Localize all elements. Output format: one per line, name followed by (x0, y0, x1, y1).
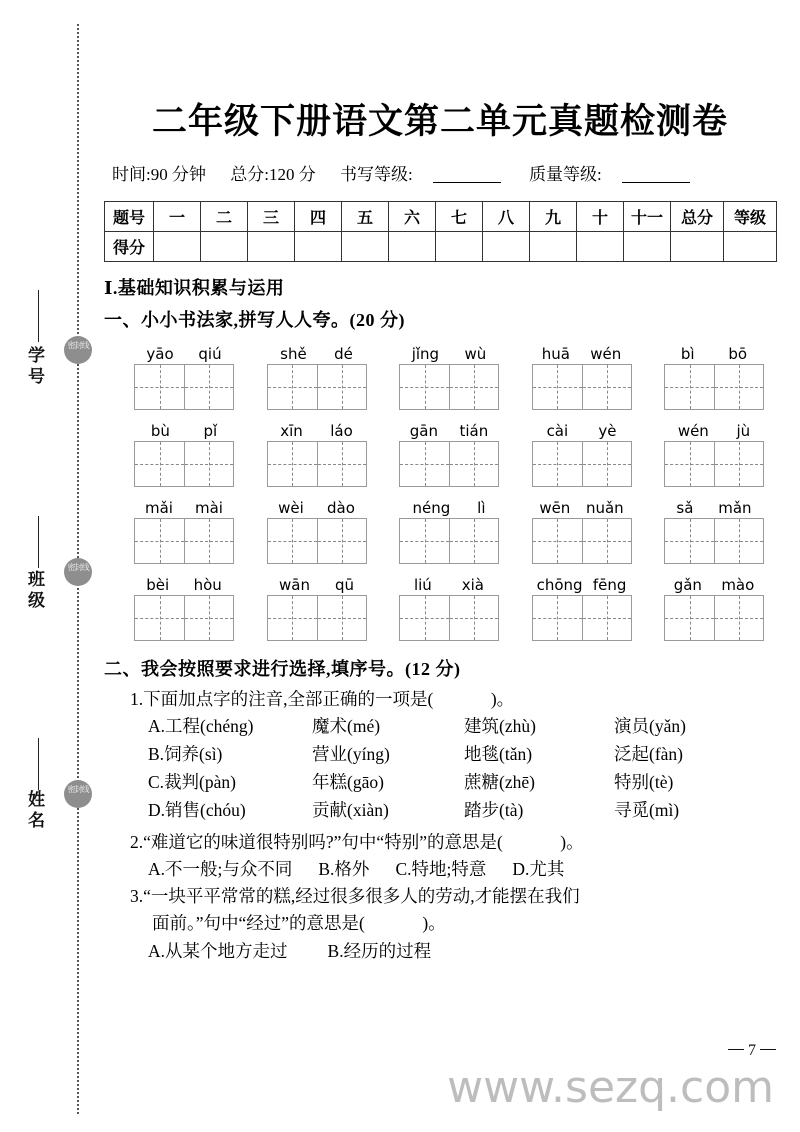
option-a-item-4[interactable]: 演员(yǎn) (614, 716, 686, 736)
pinyin-syllables (664, 498, 764, 518)
pinyin-syllable: bō (728, 345, 748, 363)
pinyin-group (532, 498, 632, 564)
option-letter: C. (148, 772, 165, 792)
pinyin-syllables (664, 344, 764, 364)
option-letter: B. (148, 744, 165, 764)
pinyin-syllables (134, 344, 234, 364)
question-2-2-options (104, 855, 776, 883)
pinyin-syllable: xià (461, 576, 485, 594)
tianzige-box[interactable] (532, 595, 632, 641)
seal-stamp-2: 密封线 (64, 558, 92, 586)
stem-text-end: )。 (422, 913, 446, 933)
tianzige-box[interactable] (267, 595, 367, 641)
pinyin-group (399, 344, 499, 410)
tianzige-cell[interactable] (665, 365, 714, 409)
tianzige-box[interactable] (399, 518, 499, 564)
question-2-3-stem (104, 883, 776, 937)
pinyin-group (399, 575, 499, 641)
col-5: 五 (342, 202, 389, 232)
pinyin-syllables (664, 421, 764, 441)
stem-line-2 (130, 910, 776, 937)
question-2-1-stem (104, 686, 776, 712)
tianzige-cell[interactable] (268, 442, 317, 486)
tianzige-cell[interactable] (400, 519, 449, 563)
pinyin-group (664, 344, 764, 410)
tianzige-cell[interactable] (268, 519, 317, 563)
tianzige-cell[interactable] (665, 442, 714, 486)
class-rule (38, 516, 39, 568)
writing-grade-label: 书写等级: (339, 165, 413, 184)
option-item: 裁判(pàn) (164, 772, 236, 792)
col-2: 二 (201, 202, 248, 232)
pinyin-syllable: cài (546, 422, 569, 440)
pinyin-syllable: dào (327, 499, 355, 517)
col-9: 九 (530, 202, 577, 232)
pinyin-syllables (134, 421, 234, 441)
field-label-class: 班级 (25, 570, 44, 612)
pinyin-syllables (267, 344, 367, 364)
pinyin-group (399, 498, 499, 564)
option-letter: A. (148, 716, 166, 736)
tianzige-cell[interactable] (268, 365, 317, 409)
option-b-item-4[interactable]: 泛起(fàn) (614, 744, 684, 764)
option-c[interactable]: C.特地;特意 (395, 859, 487, 879)
pinyin-syllable: huā (541, 345, 570, 363)
pinyin-syllable: wù (464, 345, 487, 363)
pinyin-group (532, 344, 632, 410)
tianzige-box[interactable] (532, 441, 632, 487)
tianzige-box[interactable] (134, 364, 234, 410)
tianzige-cell[interactable] (449, 519, 498, 563)
pinyin-syllable: dé (334, 345, 353, 363)
score-cell-4[interactable] (295, 232, 342, 262)
tianzige-box[interactable] (664, 595, 764, 641)
tianzige-box[interactable] (134, 441, 234, 487)
tianzige-cell[interactable] (135, 519, 184, 563)
row-header-score: 得分 (105, 232, 154, 262)
tianzige-box[interactable] (267, 441, 367, 487)
answer-blank[interactable] (365, 913, 423, 933)
site-watermark: www.sezq.com (447, 1062, 774, 1113)
pinyin-syllables (267, 421, 367, 441)
tianzige-cell[interactable] (317, 442, 366, 486)
pinyin-syllable: liú (413, 576, 432, 594)
pinyin-syllable: mào (721, 576, 755, 594)
tianzige-cell[interactable] (533, 365, 582, 409)
tianzige-cell[interactable] (400, 596, 449, 640)
pinyin-syllables (532, 344, 632, 364)
col-8: 八 (483, 202, 530, 232)
pinyin-syllables (664, 575, 764, 595)
row-header-question-no: 题号 (105, 202, 154, 232)
tianzige-cell[interactable] (449, 596, 498, 640)
student-id-rule (38, 290, 39, 342)
pinyin-group (399, 421, 499, 487)
col-6: 六 (389, 202, 436, 232)
score-cell-2[interactable] (201, 232, 248, 262)
page-title: 二年级下册语文第二单元真题检测卷 (151, 102, 728, 142)
question-2-heading: 二、我会按照要求进行选择,填序号。(12 分) (104, 659, 461, 679)
quality-grade-blank[interactable] (622, 182, 690, 183)
tianzige-box[interactable] (399, 364, 499, 410)
pinyin-syllable: bèi (146, 576, 170, 594)
option-item: 工程(chéng) (165, 716, 254, 736)
field-label-student-id: 学号 (25, 346, 44, 388)
pinyin-syllables (399, 498, 499, 518)
pinyin-syllables (532, 498, 632, 518)
pinyin-syllables (134, 498, 234, 518)
tianzige-box[interactable] (267, 518, 367, 564)
tianzige-cell[interactable] (665, 519, 714, 563)
page-number-dash-left (728, 1049, 744, 1050)
page-number-value: 7 (748, 1042, 756, 1059)
binding-margin (0, 0, 100, 1132)
pinyin-group (267, 421, 367, 487)
option-item: 销售(chóu) (165, 800, 246, 820)
table-row-scores (105, 232, 777, 262)
option-b-item-2[interactable]: 营业(yíng) (312, 744, 390, 764)
tianzige-cell[interactable] (135, 442, 184, 486)
option-item: 饲养(sì) (164, 744, 223, 764)
tianzige-box[interactable] (399, 441, 499, 487)
pinyin-syllable: chōng (536, 576, 583, 594)
tianzige-cell[interactable] (582, 442, 631, 486)
pinyin-group (134, 344, 234, 410)
quality-grade-label: 质量等级: (528, 165, 602, 184)
pinyin-syllable: bì (680, 345, 695, 363)
col-11: 十一 (624, 202, 671, 232)
option-b[interactable]: B.经历的过程 (327, 941, 432, 961)
pinyin-group (664, 575, 764, 641)
option-a[interactable]: A.从某个地方走过 (148, 941, 288, 961)
option-a-item-2[interactable]: 魔术(mé) (312, 716, 381, 736)
pinyin-syllable: yāo (146, 345, 174, 363)
tianzige-cell[interactable] (714, 519, 763, 563)
exam-content (104, 0, 776, 1132)
pinyin-syllable: néng (412, 499, 451, 517)
score-cell-1[interactable] (154, 232, 201, 262)
pinyin-group (664, 421, 764, 487)
tianzige-cell[interactable] (533, 519, 582, 563)
stem-text-end: )。 (490, 689, 515, 709)
tianzige-box[interactable] (399, 595, 499, 641)
tianzige-cell[interactable] (533, 596, 582, 640)
score-cell-5[interactable] (342, 232, 389, 262)
option-row-b (104, 740, 776, 768)
option-a-item-3[interactable]: 建筑(zhù) (464, 716, 536, 736)
tianzige-cell[interactable] (135, 365, 184, 409)
tianzige-box[interactable] (664, 364, 764, 410)
option-row-a (104, 712, 776, 740)
tianzige-box[interactable] (267, 364, 367, 410)
pinyin-syllable: mài (195, 499, 223, 517)
pinyin-syllables (267, 575, 367, 595)
score-cell-7[interactable] (436, 232, 483, 262)
option-label-b[interactable] (148, 740, 312, 768)
pinyin-group (532, 575, 632, 641)
pinyin-syllable: gān (409, 422, 438, 440)
tianzige-cell[interactable] (533, 442, 582, 486)
answer-blank[interactable] (503, 832, 561, 852)
pinyin-group (134, 575, 234, 641)
score-cell-8[interactable] (483, 232, 530, 262)
pinyin-syllable: yè (598, 422, 617, 440)
pinyin-syllable: wān (279, 576, 310, 594)
tianzige-cell[interactable] (135, 596, 184, 640)
option-a[interactable]: A.不一般;与众不同 (148, 859, 293, 879)
pinyin-syllable: jù (736, 422, 751, 440)
time-label: 时间:90 分钟 (112, 165, 206, 184)
option-row-d (104, 796, 776, 824)
pinyin-syllable: pǐ (203, 422, 218, 440)
option-label-a[interactable] (148, 712, 312, 740)
score-cell-3[interactable] (248, 232, 295, 262)
pinyin-syllable: sǎ (676, 499, 694, 517)
col-10: 十 (577, 202, 624, 232)
pinyin-syllable: jǐng (411, 345, 440, 363)
pinyin-row (104, 344, 776, 410)
tianzige-cell[interactable] (582, 596, 631, 640)
option-b-item-3[interactable]: 地毯(tǎn) (464, 744, 533, 764)
pinyin-syllable: shě (280, 345, 307, 363)
tianzige-box[interactable] (532, 364, 632, 410)
pinyin-grid-section (104, 344, 776, 641)
question-1-heading: 一、小小书法家,拼写人人夸。(20 分) (104, 310, 405, 330)
score-cell-10[interactable] (577, 232, 624, 262)
tianzige-box[interactable] (664, 518, 764, 564)
exam-meta-line (104, 160, 776, 185)
pinyin-syllable: wén (590, 345, 622, 363)
total-score-label: 总分:120 分 (230, 165, 316, 184)
field-label-name: 姓名 (25, 790, 44, 832)
tianzige-box[interactable] (134, 595, 234, 641)
tianzige-cell[interactable] (449, 442, 498, 486)
pinyin-syllable: nuǎn (585, 499, 624, 517)
option-label-d[interactable] (148, 796, 312, 824)
answer-blank[interactable] (433, 689, 491, 709)
page-number-dash-right (760, 1049, 776, 1050)
score-cell-9[interactable] (530, 232, 577, 262)
tianzige-cell[interactable] (184, 365, 233, 409)
seal-stamp-1: 密封线 (64, 336, 92, 364)
option-d[interactable]: D.尤其 (512, 859, 565, 879)
tianzige-cell[interactable] (268, 596, 317, 640)
pinyin-syllable: xīn (280, 422, 303, 440)
option-c-item-3[interactable]: 蔗糖(zhē) (464, 772, 535, 792)
pinyin-syllables (134, 575, 234, 595)
pinyin-syllable: wén (677, 422, 709, 440)
option-c-item-2[interactable]: 年糕(gāo) (312, 772, 384, 792)
tianzige-cell[interactable] (714, 442, 763, 486)
pinyin-syllable: bù (150, 422, 170, 440)
stem-line-1: 3.“一块平平常常的糕,经过很多很多人的劳动,才能摆在我们 (130, 886, 580, 906)
tianzige-cell[interactable] (184, 596, 233, 640)
pinyin-syllable: wèi (278, 499, 304, 517)
pinyin-syllable: hòu (193, 576, 222, 594)
pinyin-syllables (532, 575, 632, 595)
pinyin-row (104, 575, 776, 641)
stem-text-end: )。 (560, 832, 584, 852)
pinyin-syllable: mǎi (145, 499, 173, 517)
pinyin-syllable: qiú (198, 345, 222, 363)
tianzige-cell[interactable] (582, 365, 631, 409)
pinyin-syllable: láo (330, 422, 353, 440)
table-row-question-numbers (105, 202, 777, 232)
tianzige-cell[interactable] (665, 596, 714, 640)
col-7: 七 (436, 202, 483, 232)
pinyin-group (267, 575, 367, 641)
tianzige-cell[interactable] (400, 442, 449, 486)
tianzige-cell[interactable] (184, 442, 233, 486)
tianzige-box[interactable] (664, 441, 764, 487)
col-4: 四 (295, 202, 342, 232)
stem-text: 1.下面加点字的注音,全部正确的一项是( (130, 689, 434, 709)
pinyin-syllable: wēn (539, 499, 571, 517)
score-cell-total[interactable] (671, 232, 724, 262)
col-1: 一 (154, 202, 201, 232)
pinyin-syllable: lì (477, 499, 486, 517)
stem-text: 面前。”句中“经过”的意思是( (152, 913, 365, 933)
score-cell-6[interactable] (389, 232, 436, 262)
page-number (728, 1042, 776, 1060)
col-total: 总分 (671, 202, 724, 232)
pinyin-syllables (267, 498, 367, 518)
pinyin-syllable: mǎn (718, 499, 752, 517)
pinyin-group (532, 421, 632, 487)
option-label-c[interactable] (148, 768, 312, 796)
tianzige-cell[interactable] (317, 365, 366, 409)
pinyin-syllable: tián (459, 422, 489, 440)
pinyin-syllables (399, 421, 499, 441)
col-grade: 等级 (724, 202, 777, 232)
writing-grade-blank[interactable] (433, 182, 501, 183)
pinyin-group (267, 498, 367, 564)
stem-text: 2.“难道它的味道很特别吗?”句中“特别”的意思是( (130, 832, 503, 852)
pinyin-syllable: gǎn (673, 576, 702, 594)
pinyin-syllable: fēng (592, 576, 627, 594)
option-letter: D. (148, 800, 166, 820)
option-c-item-4[interactable]: 特别(tè) (614, 772, 674, 792)
tianzige-cell[interactable] (714, 596, 763, 640)
tianzige-cell[interactable] (184, 519, 233, 563)
tianzige-cell[interactable] (449, 365, 498, 409)
option-row-c (104, 768, 776, 796)
score-table (104, 201, 777, 262)
tianzige-box[interactable] (134, 518, 234, 564)
pinyin-group (267, 344, 367, 410)
pinyin-syllables (532, 421, 632, 441)
question-2-3-options (104, 937, 776, 965)
pinyin-syllables (399, 344, 499, 364)
name-rule (38, 738, 39, 790)
option-d-item-3[interactable]: 踏步(tà) (464, 800, 524, 820)
pinyin-row (104, 421, 776, 487)
question-2-2-stem (104, 829, 776, 855)
section-heading-one: Ⅰ.基础知识积累与运用 (104, 278, 285, 298)
tianzige-cell[interactable] (400, 365, 449, 409)
tianzige-cell[interactable] (317, 596, 366, 640)
col-3: 三 (248, 202, 295, 232)
tianzige-cell[interactable] (582, 519, 631, 563)
seal-stamp-3: 密封线 (64, 780, 92, 808)
pinyin-group (134, 498, 234, 564)
pinyin-syllable: qū (334, 576, 354, 594)
pinyin-syllables (399, 575, 499, 595)
pinyin-group (664, 498, 764, 564)
tianzige-cell[interactable] (317, 519, 366, 563)
tianzige-box[interactable] (532, 518, 632, 564)
option-d-item-4[interactable]: 寻觅(mì) (614, 800, 680, 820)
score-cell-grade[interactable] (724, 232, 777, 262)
pinyin-row (104, 498, 776, 564)
tianzige-cell[interactable] (714, 365, 763, 409)
score-cell-11[interactable] (624, 232, 671, 262)
option-d-item-2[interactable]: 贡献(xiàn) (312, 800, 389, 820)
pinyin-group (134, 421, 234, 487)
option-b[interactable]: B.格外 (318, 859, 370, 879)
